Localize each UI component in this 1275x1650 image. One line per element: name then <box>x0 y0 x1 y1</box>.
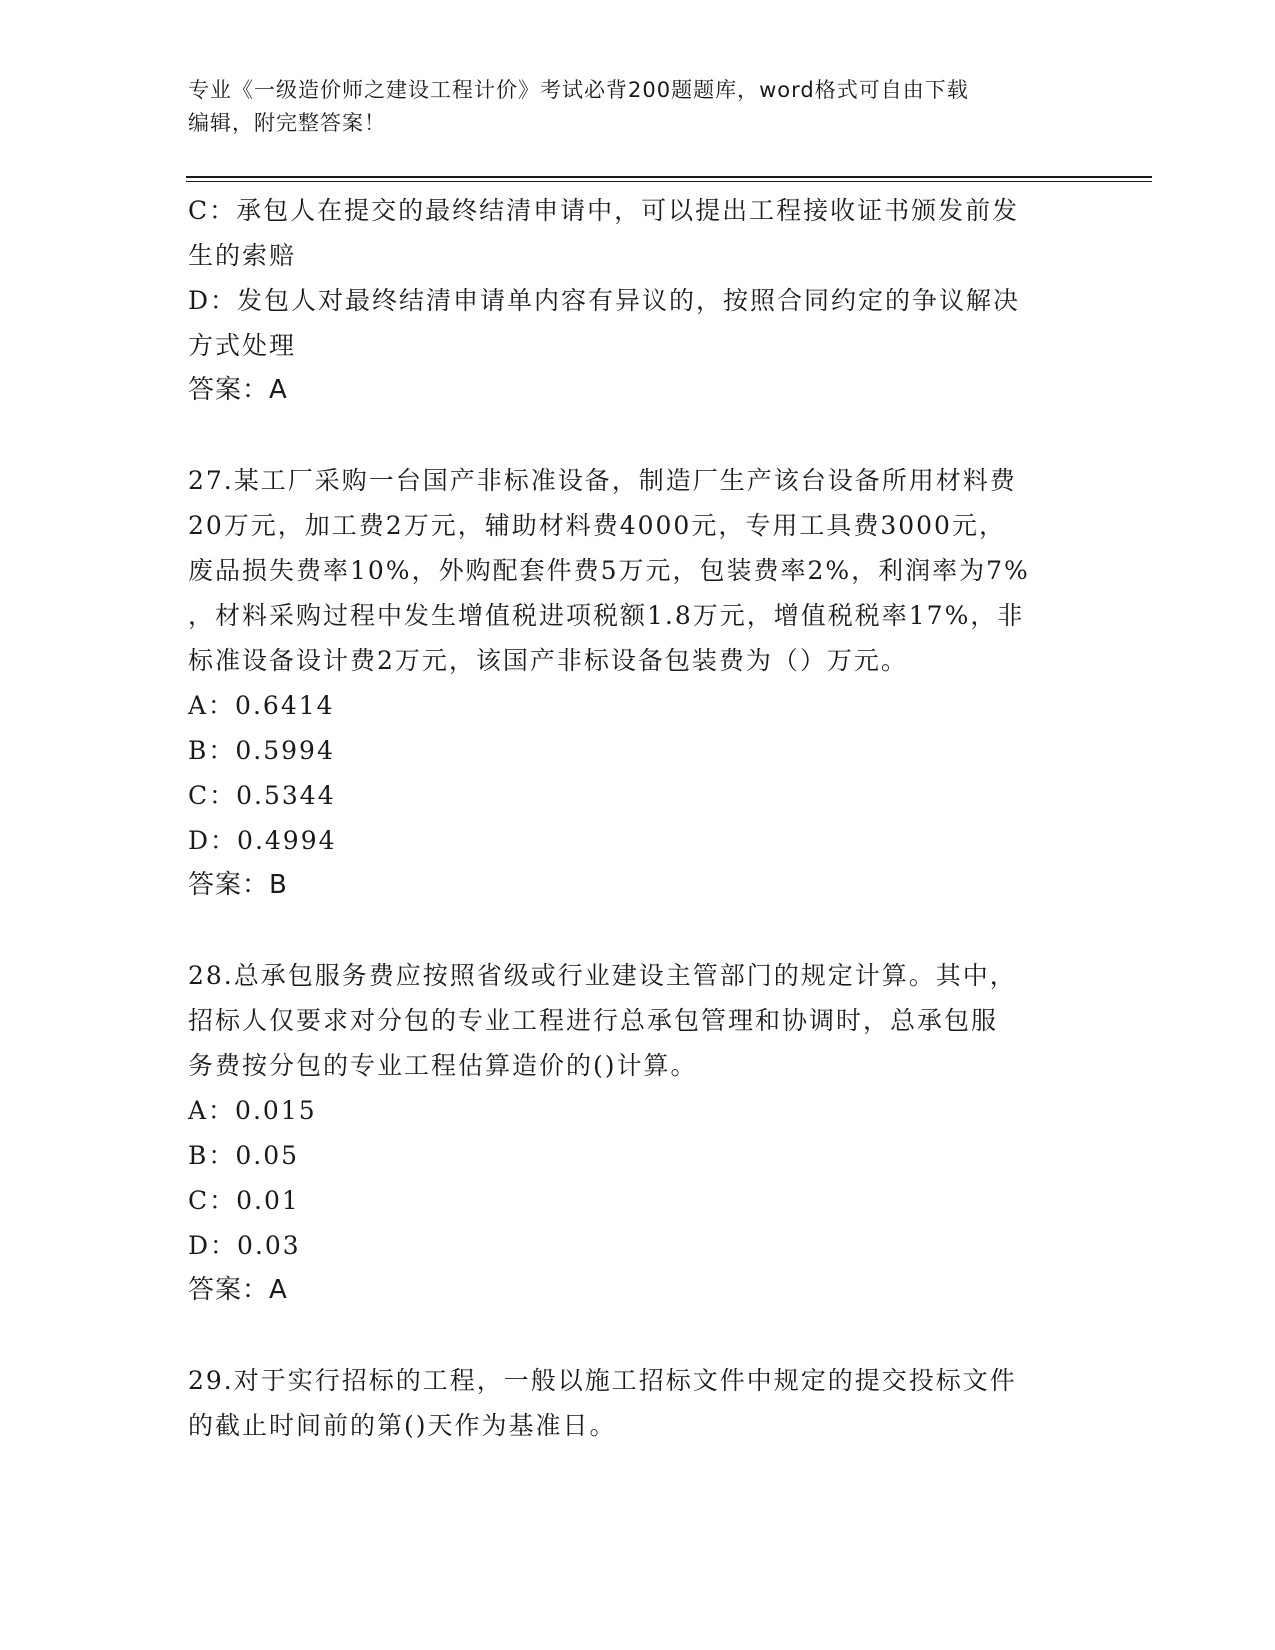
option-d: D：0.03 <box>188 1231 301 1260</box>
question-stem-line: 招标人仅要求对分包的专业工程进行总承包管理和协调时，总承包服 <box>188 1006 999 1035</box>
option-d-continued: 方式处理 <box>188 331 297 360</box>
question-stem-line: 的截止时间前的第()天作为基准日。 <box>188 1411 617 1440</box>
spacer <box>188 1313 1088 1358</box>
option-b: B：0.05 <box>188 1141 300 1170</box>
document-header <box>188 74 1068 140</box>
answer: 答案：B <box>188 870 288 900</box>
header-divider-thin <box>186 181 1152 182</box>
answer: 答案：A <box>188 375 288 405</box>
option-c-continued: 生的索赔 <box>188 241 297 270</box>
header-divider-thick <box>186 176 1152 178</box>
spacer <box>188 413 1088 458</box>
option-a: A：0.6414 <box>188 691 335 720</box>
header-title-line-1: 专业《一级造价师之建设工程计价》考试必背200题题库，word格式可自由下载 <box>188 78 969 102</box>
answer: 答案：A <box>188 1275 288 1305</box>
header-title-line-2: 编辑，附完整答案！ <box>188 111 386 135</box>
option-c: C：0.5344 <box>188 781 336 810</box>
question-stem-line: 27.某工厂采购一台国产非标准设备，制造厂生产该台设备所用材料费 <box>188 466 1017 495</box>
question-28 <box>188 953 1088 1313</box>
option-d: D：发包人对最终结清申请单内容有异议的，按照合同约定的争议解决 <box>188 286 1021 315</box>
document-body <box>188 188 1088 1448</box>
option-b: B：0.5994 <box>188 736 335 765</box>
question-stem-line: 29.对于实行招标的工程，一般以施工招标文件中规定的提交投标文件 <box>188 1366 1017 1395</box>
option-c: C：承包人在提交的最终结清申请中，可以提出工程接收证书颁发前发 <box>188 196 1020 225</box>
question-26 <box>188 188 1088 413</box>
question-stem-line: ，材料采购过程中发生增值税进项税额1.8万元，增值税税率17%，非 <box>188 601 1025 630</box>
question-29 <box>188 1358 1088 1448</box>
question-stem-line: 28.总承包服务费应按照省级或行业建设主管部门的规定计算。其中， <box>188 961 1017 990</box>
option-a: A：0.015 <box>188 1096 317 1125</box>
question-stem-line: 20万元，加工费2万元，辅助材料费4000元，专用工具费3000元， <box>188 511 1006 540</box>
question-stem-line: 废品损失费率10%，外购配套件费5万元，包装费率2%，利润率为7% <box>188 556 1030 585</box>
option-c: C：0.01 <box>188 1186 300 1215</box>
spacer <box>188 908 1088 953</box>
question-stem-line: 务费按分包的专业工程估算造价的()计算。 <box>188 1051 698 1080</box>
question-27 <box>188 458 1088 908</box>
question-stem-line: 标准设备设计费2万元，该国产非标设备包装费为（）万元。 <box>188 646 908 675</box>
option-d: D：0.4994 <box>188 826 337 855</box>
